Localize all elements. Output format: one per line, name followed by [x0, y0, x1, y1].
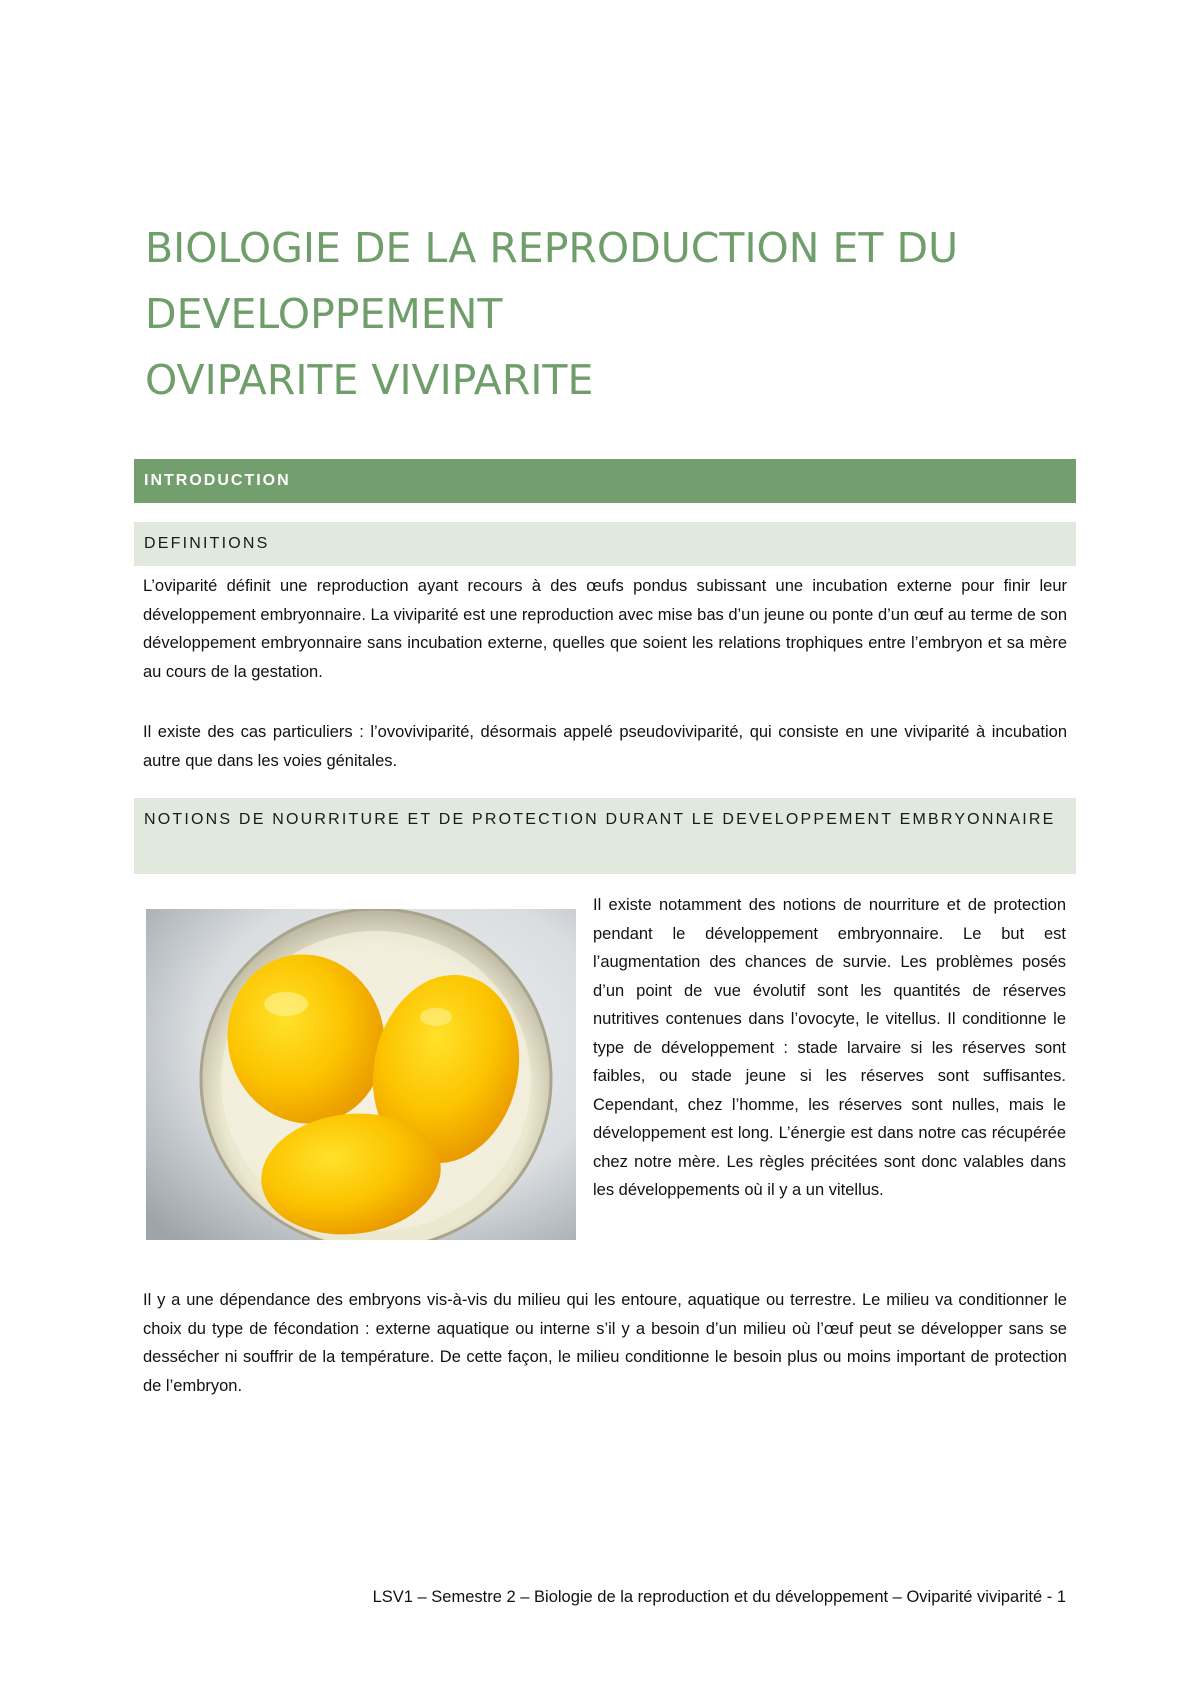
section-heading-definitions: DEFINITIONS — [134, 522, 1076, 566]
title-line: OVIPARITE VIVIPARITE — [145, 356, 594, 404]
title-line: DEVELOPPEMENT — [145, 290, 503, 338]
page-footer: LSV1 – Semestre 2 – Biologie de la reproduction et du développement – Oviparité viviparité - 1 — [372, 1588, 1066, 1606]
paragraph-definitions-1: L’oviparité définit une reproduction ayant recours à des œufs pondus subissant une incubation externe pour finir leur développement embryonnaire. La viviparité est une reproduction avec mise bas d’un jeune ou ponte d’un œuf au terme de son développement embryonnaire sans incubation externe, quelles que soient les relations trophiques entre l’embryon et sa mère au cours de la gestation. — [143, 577, 1067, 681]
section-heading-notions: NOTIONS DE NOURRITURE ET DE PROTECTION DURANT LE DEVELOPPEMENT EMBRYONNAIRE — [134, 798, 1076, 874]
egg-yolks-photo — [146, 909, 576, 1240]
section-heading-introduction: INTRODUCTION — [134, 459, 1076, 503]
paragraph-notions-2: Il y a une dépendance des embryons vis-à-vis du milieu qui les entoure, aquatique ou terrestre. Le milieu va conditionner le choix du type de fécondation : externe aquatique ou interne s’il y a besoin d’un milieu où l’œuf peut se développer sans se dessécher ni souffrir de la température. De cette façon, le milieu conditionne le besoin plus ou moins important de protection de l’embryon. — [143, 1291, 1067, 1395]
title-line: BIOLOGIE DE LA REPRODUCTION ET DU — [145, 224, 959, 272]
paragraph-notions-1: Il existe notamment des notions de nourriture et de protection pendant le développement embryonnaire. Le but est l’augmentation des chances de survie. Les problèmes posés d’un point de vue évolutif sont les quantités de réserves nutritives contenues dans l’ovocyte, le vitellus. Il conditionne le type de développement : stade larvaire si les réserves sont faibles, ou stade jeune si les réserves sont suffisantes. Cependant, chez l’homme, les réserves sont nulles, mais le développement est long. L’énergie est dans notre cas récupérée chez notre mère. Les règles précitées sont donc valables dans les développements où il y a un vitellus. — [593, 896, 1066, 1199]
paragraph-definitions-2: Il existe des cas particuliers : l’ovoviviparité, désormais appelé pseudoviviparité, qui consiste en une viviparité à incubation autre que dans les voies génitales. — [143, 723, 1067, 770]
document-title — [145, 215, 1075, 413]
